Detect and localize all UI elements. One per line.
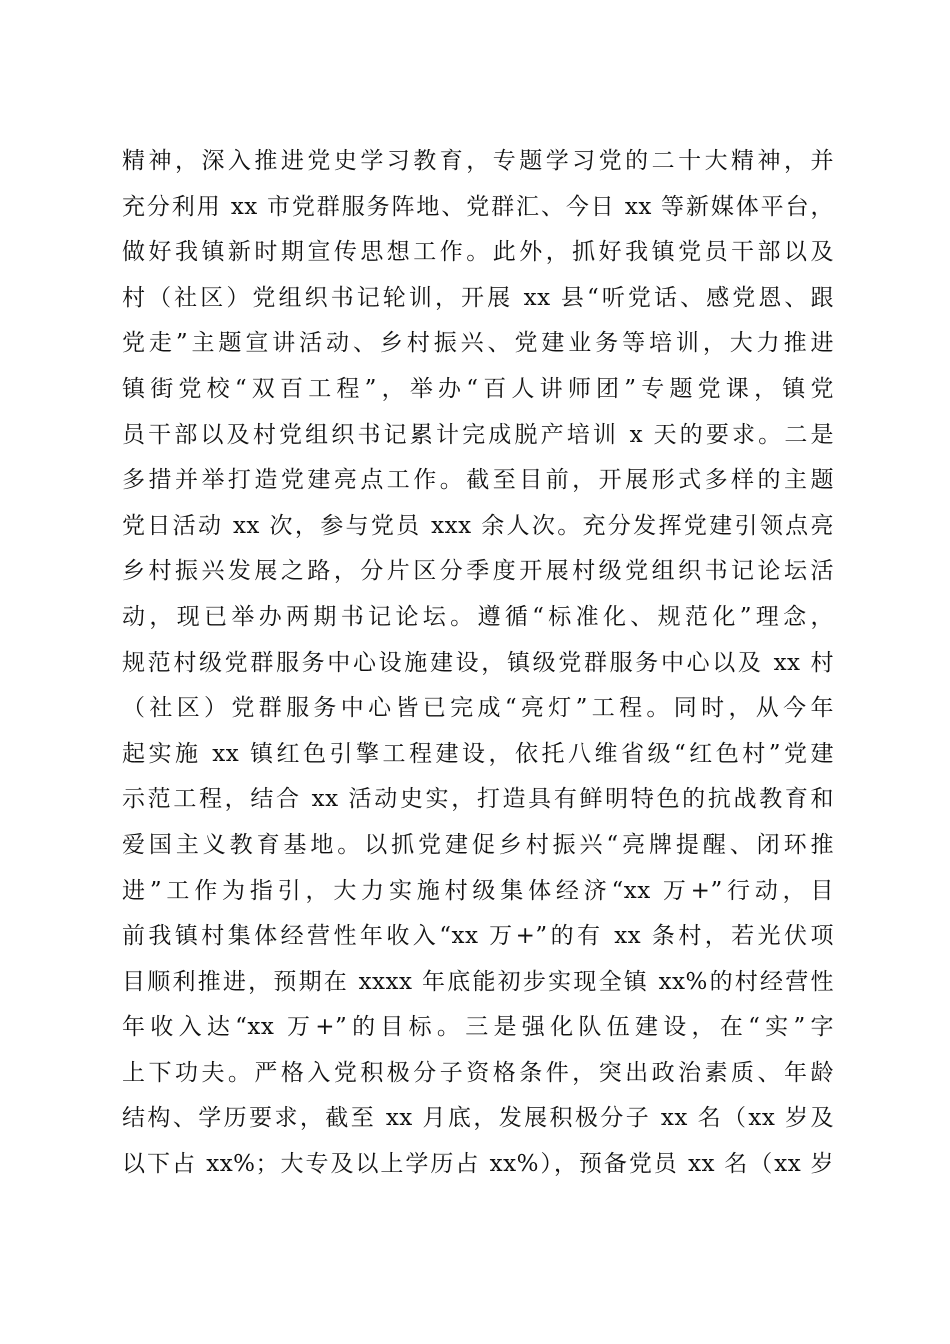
- text-line: 党日活动 xx 次，参与党员 xxx 余人次。充分发挥党建引领点亮: [122, 512, 834, 539]
- text-line: 规范村级党群服务中心设施建设，镇级党群服务中心以及 xx 村: [122, 649, 834, 676]
- text-line: 乡村振兴发展之路，分片区分季度开展村级党组织书记论坛活: [122, 558, 834, 585]
- body-paragraph: [122, 139, 834, 1188]
- text-line: 起实施 xx 镇红色引擎工程建设，依托八维省级“红色村”党建: [122, 740, 834, 767]
- text-line: 上下功夫。严格入党积极分子资格条件，突出政治素质、年龄: [122, 1059, 834, 1086]
- text-line: 员干部以及村党组织书记累计完成脱产培训 x 天的要求。二是: [122, 421, 834, 448]
- text-line: 结构、学历要求，截至 xx 月底，发展积极分子 xx 名（xx 岁及: [122, 1105, 834, 1132]
- text-line: 目顺利推进，预期在 xxxx 年底能初步实现全镇 xx%的村经营性: [122, 968, 834, 995]
- text-line: 前我镇村集体经营性年收入“xx 万+”的有 xx 条村，若光伏项: [122, 923, 834, 950]
- text-line: 做好我镇新时期宣传思想工作。此外，抓好我镇党员干部以及: [122, 239, 834, 266]
- text-line: 精神，深入推进党史学习教育，专题学习党的二十大精神，并: [122, 148, 834, 174]
- text-line: 镇街党校“双百工程”，举办“百人讲师团”专题党课，镇党: [122, 375, 834, 402]
- text-line: （社区）党群服务中心皆已完成“亮灯”工程。同时，从今年: [122, 695, 834, 722]
- text-line: 示范工程，结合 xx 活动史实，打造具有鲜明特色的抗战教育和: [122, 786, 834, 813]
- text-line: 进”工作为指引，大力实施村级集体经济“xx 万+”行动，目: [122, 877, 834, 904]
- text-line: 年收入达“xx 万+”的目标。三是强化队伍建设，在“实”字: [122, 1014, 834, 1041]
- text-line: 多措并举打造党建亮点工作。截至目前，开展形式多样的主题: [122, 467, 834, 494]
- text-line: 充分利用 xx 市党群服务阵地、党群汇、今日 xx 等新媒体平台，: [122, 193, 834, 220]
- text-line: 村（社区）党组织书记轮训，开展 xx 县“听党话、感党恩、跟: [122, 284, 834, 311]
- text-line: 动，现已举办两期书记论坛。遵循“标准化、规范化”理念，: [122, 603, 834, 630]
- text-line: 爱国主义教育基地。以抓党建促乡村振兴“亮牌提醒、闭环推: [122, 831, 834, 858]
- text-line: 以下占 xx%；大专及以上学历占 xx%），预备党员 xx 名（xx 岁: [122, 1151, 834, 1178]
- text-line: 党走”主题宣讲活动、乡村振兴、党建业务等培训，大力推进: [122, 330, 834, 357]
